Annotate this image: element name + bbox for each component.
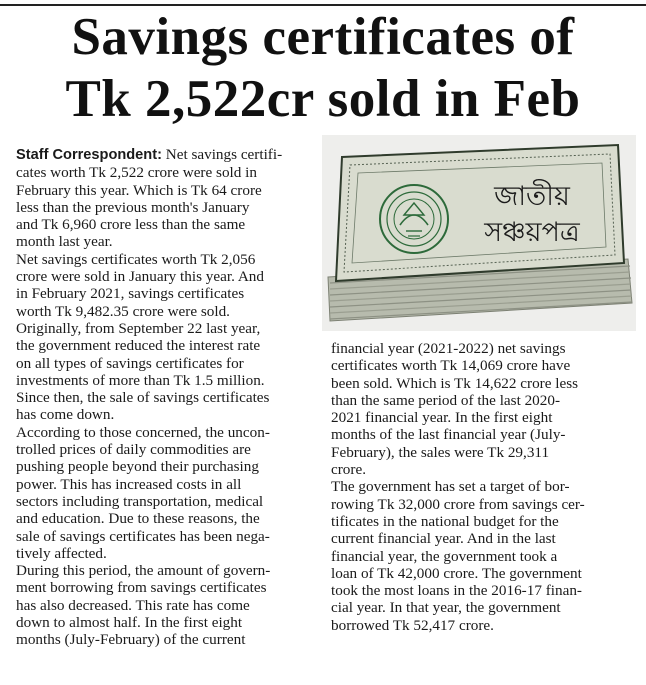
article-left-column: [16, 146, 316, 649]
article-line: loan of Tk 42,000 crore. The government: [331, 564, 582, 582]
article-line: pushing people beyond their purchasing: [16, 458, 259, 476]
article-line: Originally, from September 22 last year,: [16, 319, 261, 337]
article-line: has come down.: [16, 406, 115, 424]
article-line: current financial year. And in the last: [331, 530, 556, 548]
article-line: certificates worth Tk 14,069 crore have: [331, 357, 571, 375]
article-line: 2021 financial year. In the first eight: [331, 409, 553, 427]
article-line: During this period, the amount of govern-: [16, 562, 271, 580]
article-line: months of the last financial year (July-: [331, 426, 566, 444]
article-line: The government has set a target of bor-: [331, 478, 570, 496]
article-line: less than the previous month's January: [16, 198, 250, 216]
article-line: crore.: [331, 461, 366, 479]
headline-line-2: Tk 2,522cr sold in Feb: [65, 70, 581, 128]
article-line: According to those concerned, the uncon-: [16, 423, 270, 441]
article-line: than the same period of the last 2020-: [331, 391, 561, 409]
article-line: cates worth Tk 2,522 crore were sold in: [16, 164, 257, 182]
headline-line-1: Savings certificates of: [71, 8, 575, 66]
article-line: power. This has increased costs in all: [16, 475, 242, 493]
article-line: sectors including transportation, medical: [16, 492, 264, 510]
article-line: February this year. Which is Tk 64 crore: [16, 181, 262, 199]
certificate-title-line-1: জাতীয়: [494, 181, 570, 212]
article-line: ment borrowing from savings certificates: [16, 579, 267, 597]
article-line: month last year.: [16, 233, 113, 251]
top-certificate: [336, 145, 624, 281]
article-line: borrowed Tk 52,417 crore.: [331, 616, 494, 634]
article-line: worth Tk 9,482.35 crore were sold.: [16, 302, 230, 320]
article-line: financial year (2021-2022) net savings: [331, 340, 566, 357]
article-line: months (July-February) of the current: [16, 631, 246, 649]
article-line: and Tk 6,960 crore less than the same: [16, 216, 246, 234]
article-line: down to almost half. In the first eight: [16, 614, 243, 632]
savings-certificate-illustration: [322, 135, 636, 331]
article-line: on all types of savings certificates for: [16, 354, 244, 372]
article-line: and education. Due to these reasons, the: [16, 510, 260, 528]
article-line: trolled prices of daily commodities are: [16, 441, 251, 459]
article-line: Since then, the sale of savings certificates: [16, 389, 270, 407]
headline: [0, 6, 646, 130]
article-line: took the most loans in the 2016-17 finan-: [331, 582, 582, 600]
article-line: crore were sold in January this year. And: [16, 268, 264, 286]
article-line-text: Net savings certifi-: [161, 146, 283, 163]
article-line: February), the sales were Tk 29,311: [331, 443, 550, 461]
savings-certificate-photo: [322, 135, 636, 331]
certificate-title-line-2: সঞ্চয়পত্র: [484, 217, 580, 248]
article-line: investments of more than Tk 1.5 million.: [16, 371, 265, 389]
article-line: financial year, the government took a: [331, 547, 558, 565]
article-line: has also decreased. This rate has come: [16, 596, 250, 614]
article-line: rowing Tk 32,000 crore from savings cer-: [331, 495, 585, 513]
byline: Staff Correspondent:: [16, 147, 162, 163]
article-line: the government reduced the interest rate: [16, 337, 261, 355]
article-line: [16, 146, 316, 164]
article-line: cial year. In that year, the government: [331, 599, 561, 617]
article-line: in February 2021, savings certificates: [16, 285, 245, 303]
article-line: tively affected.: [16, 544, 107, 562]
article-right-column: [331, 340, 631, 634]
article-line: tificates in the national budget for the: [331, 512, 559, 530]
article-line: been sold. Which is Tk 14,622 crore less: [331, 374, 579, 392]
article-line: sale of savings certificates has been nega-: [16, 527, 270, 545]
article-line: Net savings certificates worth Tk 2,056: [16, 250, 256, 268]
